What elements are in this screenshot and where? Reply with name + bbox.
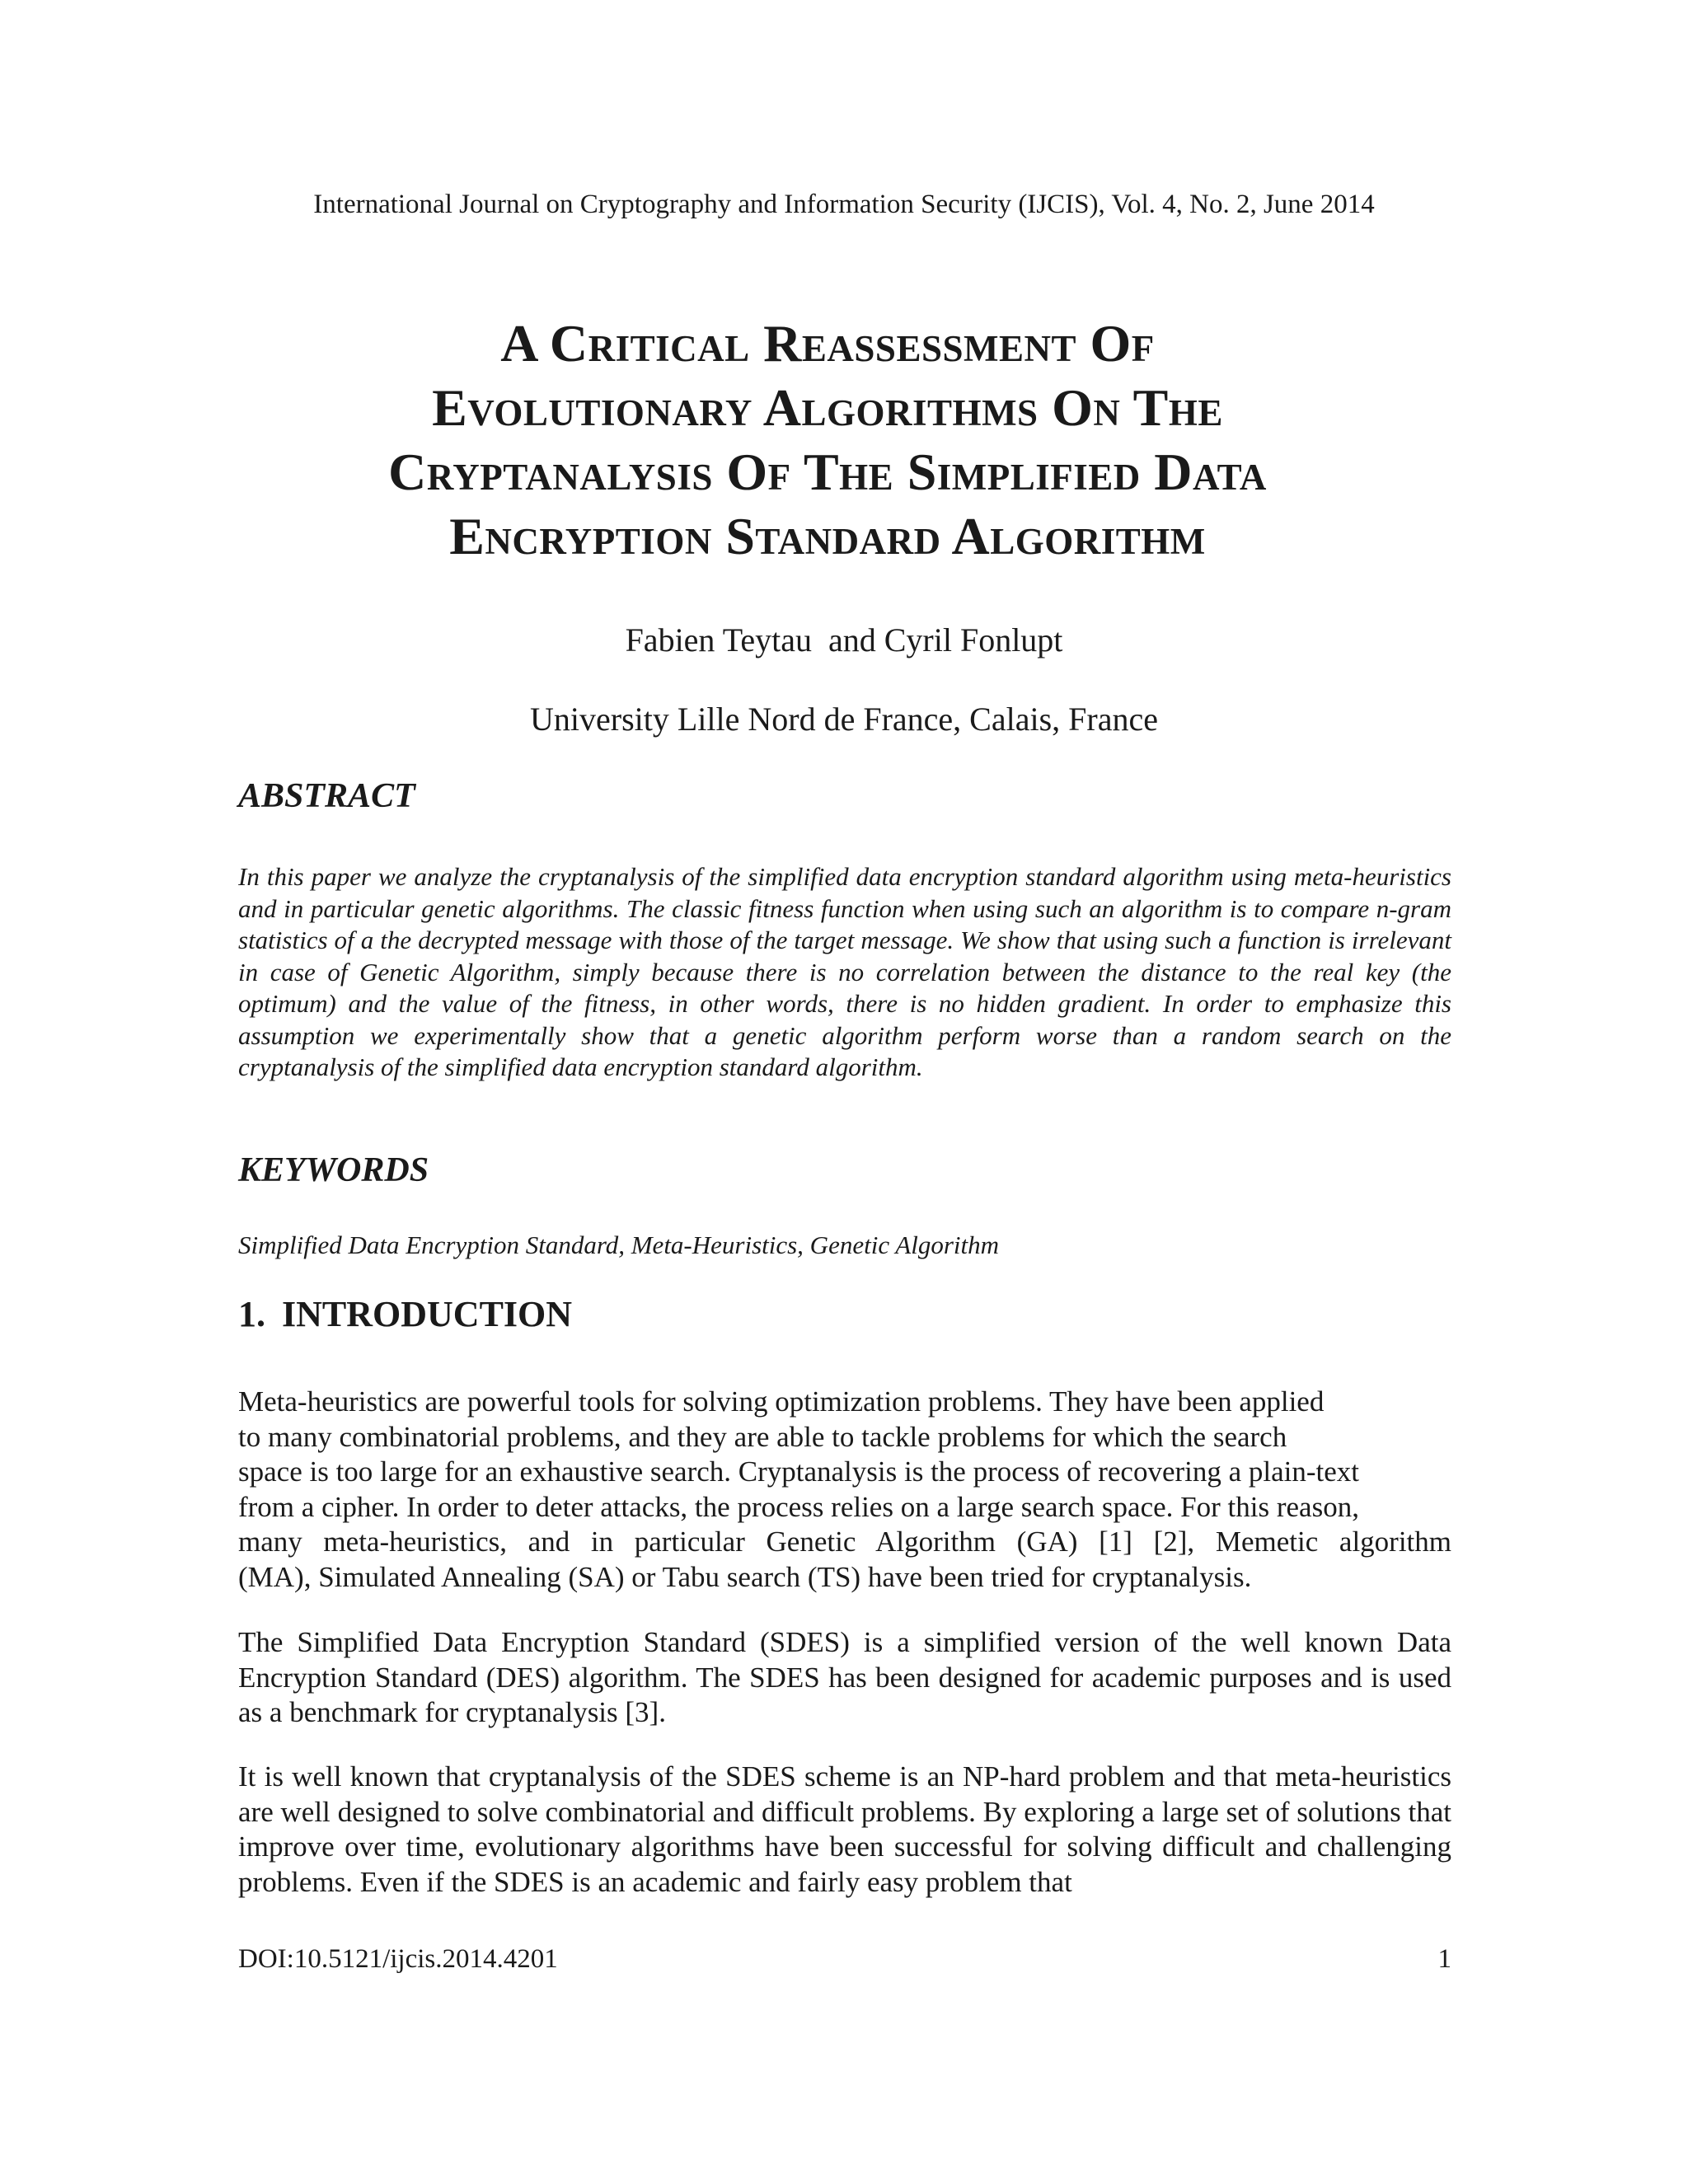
intro-paragraph-2: The Simplified Data Encryption Standard (SDES) is a simplified version of the well known Data Encryption Standard (DES) algorithm. The SDES has been designed for academic purposes and is used as a benchmark for cryptanalysis [3]. [238,1626,1451,1728]
title-line: Evolutionary Algorithms On The [432,378,1223,437]
keywords-heading: KEYWORDS [238,1151,429,1189]
authors: Fabien Teytau and Cyril Fonlupt [625,621,1063,658]
journal-header: International Journal on Cryptography and Information Security (IJCIS), Vol. 4, No. 2, June 2014 [313,190,1375,219]
abstract-text: In this paper we analyze the cryptanalysis of the simplified data encryption standard algorithm using meta-heuristics and in particular genetic algorithms. The classic fitness function when using such an algorithm is to compare n-gram statistics of a the decrypted message with those of the target message. We show that using such a function is irrelevant in case of Genetic Algorithm, simply because there is no correlation between the distance to the real key (the optimum) and the value of the fitness, in other words, there is no hidden gradient. In order to emphasize this assumption we experimentally show that a genetic algorithm perform worse than a random search on the cryptanalysis of the simplified data encryption standard algorithm. [238,862,1451,1081]
affiliation: University Lille Nord de France, Calais, France [530,701,1158,738]
paragraph-line: space is too large for an exhaustive search. Cryptanalysis is the process of recovering a plain-text [238,1455,1360,1488]
section-number: 1. [238,1294,265,1334]
section-title: INTRODUCTION [282,1294,573,1334]
introduction-heading [238,1292,572,1337]
intro-paragraph-3: It is well known that cryptanalysis of the SDES scheme is an NP-hard problem and that meta-heuristics are well designed to solve combinatorial and difficult problems. By exploring a large set of solutions that improve over time, evolutionary algorithms have been successful for solving difficult and challenging problems. Even if the SDES is an academic and fairly easy problem that [238,1760,1451,1898]
page-number: 1 [1437,1944,1451,1974]
paragraph-line: to many combinatorial problems, and they are able to tackle problems for which the search [238,1420,1287,1453]
keywords-text: Simplified Data Encryption Standard, Meta-Heuristics, Genetic Algorithm [238,1230,999,1259]
title-line: A Critical Reassessment Of [500,314,1155,373]
abstract-heading: ABSTRACT [238,777,415,815]
paragraph-line: Meta-heuristics are powerful tools for solving optimization problems. They have been applied [238,1385,1325,1418]
paper-title [247,312,1408,569]
paragraph-line: (MA), Simulated Annealing (SA) or Tabu search (TS) have been tried for cryptanalysis. [238,1560,1252,1593]
intro-paragraph-1 [238,1385,1451,1595]
title-line: Encryption Standard Algorithm [449,507,1206,565]
title-line: Cryptanalysis Of The Simplified Data [388,443,1267,501]
footer-doi: DOI:10.5121/ijcis.2014.4201 [238,1944,558,1974]
paragraph-line: many meta-heuristics, and in particular Genetic Algorithm (GA) [1] [2], Memetic algorithm [238,1526,1451,1558]
paragraph-line: from a cipher. In order to deter attacks, the process relies on a large search space. For this reason, [238,1490,1359,1523]
